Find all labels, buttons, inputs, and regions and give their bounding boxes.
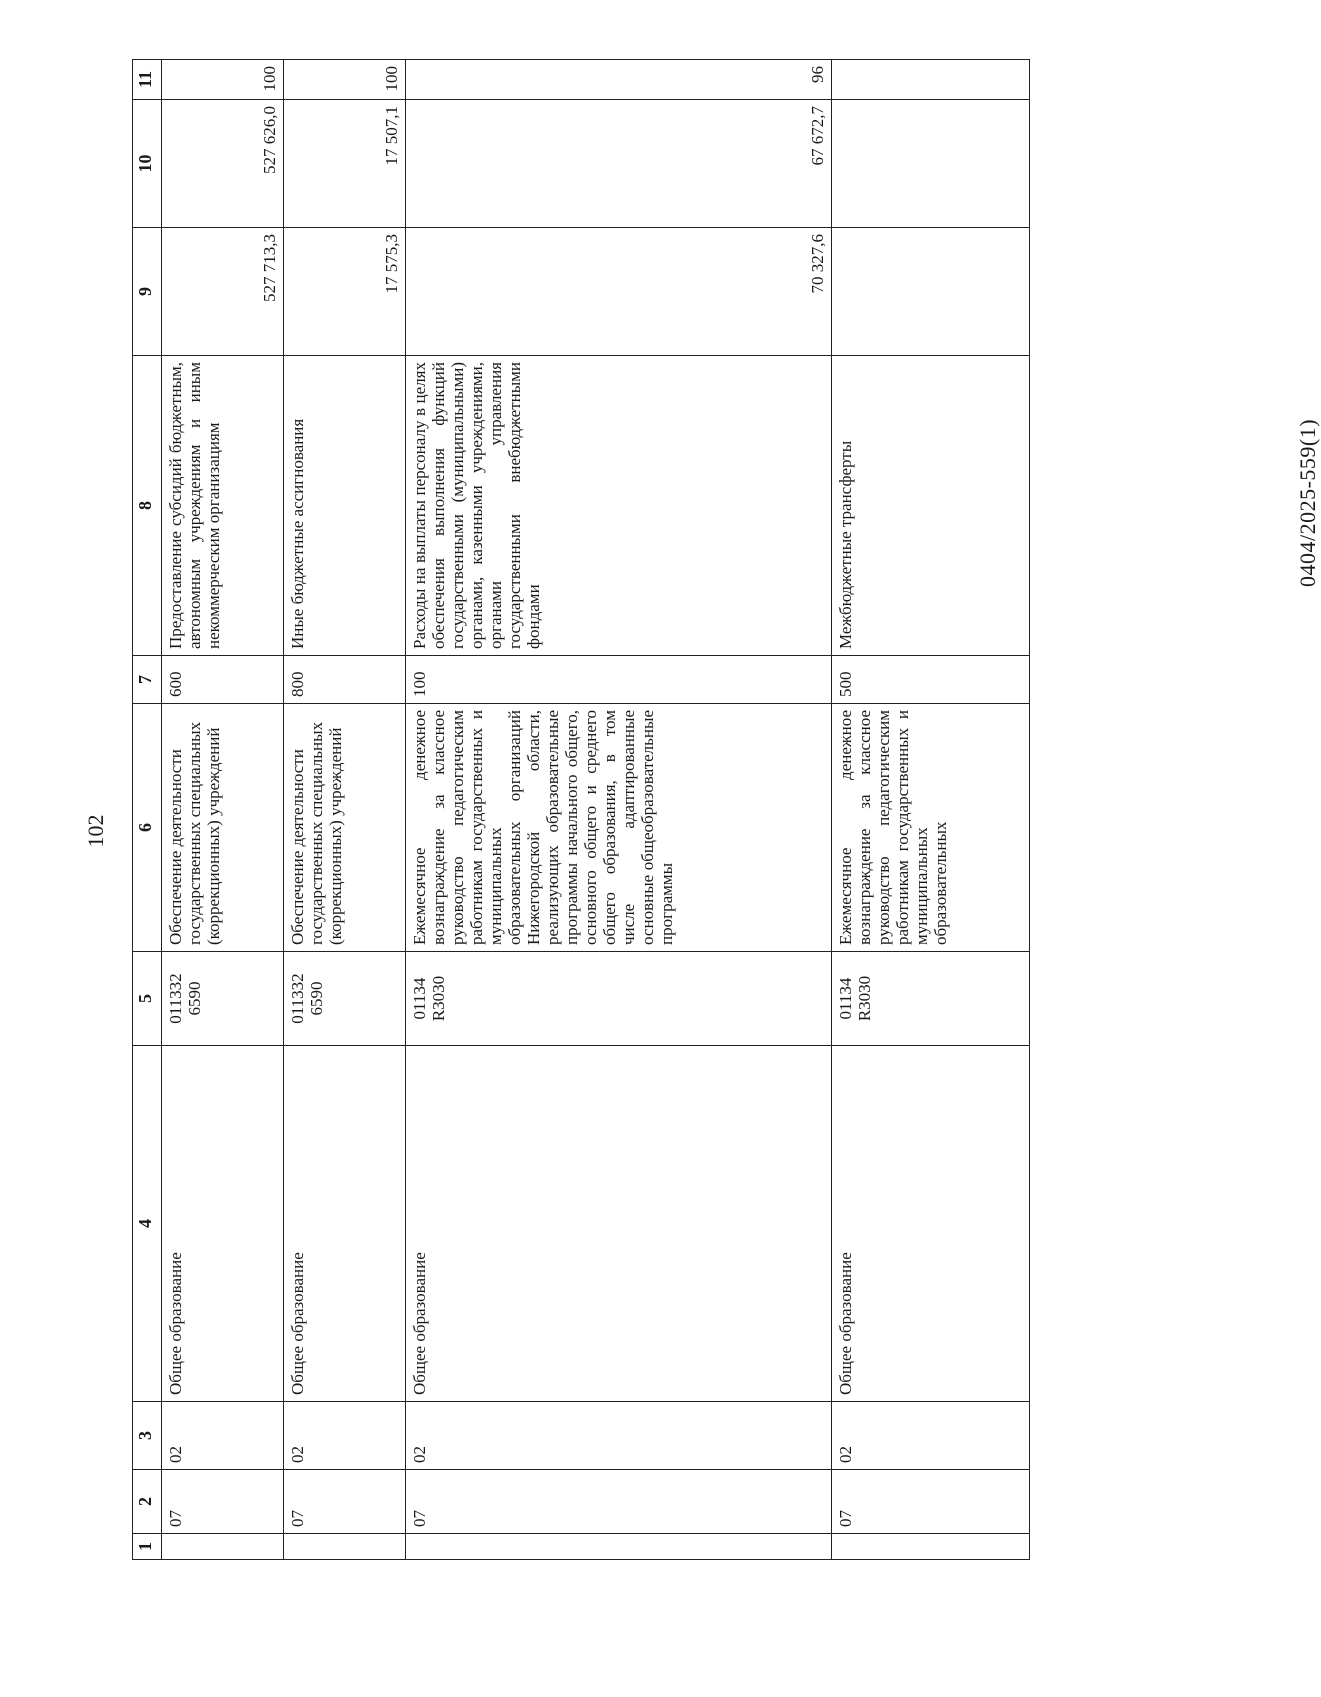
cell-name: Общее образование (832, 1046, 1030, 1402)
table-header-row (133, 60, 162, 1560)
cell-plan (832, 228, 1030, 356)
table-row (162, 60, 284, 1560)
column-header: 7 (133, 656, 162, 704)
cell-target-code: 01134 R3030 (406, 952, 832, 1046)
cell-target-code: 01134 R3030 (832, 952, 1030, 1046)
cell-target-name: Ежемесячное денежное вознаграждение за классное руководство педагогическим работникам государственных и муниципальных образовательных организаций Нижегородской области, реализующих образовательные программы начального общего, основного общего и среднего общего образования, в том числе адаптированные основные общеобразовательные программы (406, 704, 832, 952)
cell-col1 (406, 1534, 832, 1560)
cell-percent: 96 (406, 60, 832, 100)
cell-percent (832, 60, 1030, 100)
cell-expense-name: Межбюджетные трансферты (832, 356, 1030, 656)
cell-expense-type: 100 (406, 656, 832, 704)
cell-actual: 17 507,1 (284, 100, 406, 228)
column-header: 9 (133, 228, 162, 356)
column-header: 2 (133, 1470, 162, 1534)
cell-expense-name: Предоставление субсидий бюджетным, автономным учреждениям и иным некоммерческим организациям (162, 356, 284, 656)
cell-expense-name: Иные бюджетные ассигнования (284, 356, 406, 656)
column-header: 11 (133, 60, 162, 100)
cell-target-name: Обеспечение деятельности государственных специальных (коррекционных) учреждений (162, 704, 284, 952)
cell-plan: 17 575,3 (284, 228, 406, 356)
cell-actual (832, 100, 1030, 228)
cell-target-name: Ежемесячное денежное вознаграждение за классное руководство педагогическим работникам государственных и муниципальных образовательных (832, 704, 1030, 952)
cell-name: Общее образование (406, 1046, 832, 1402)
cell-expense-type: 800 (284, 656, 406, 704)
document-code: 0404/2025-559(1) (1295, 418, 1320, 588)
cell-section: 07 (284, 1470, 406, 1534)
cell-section: 07 (832, 1470, 1030, 1534)
cell-col1 (832, 1534, 1030, 1560)
cell-subsection: 02 (284, 1402, 406, 1470)
cell-section: 07 (406, 1470, 832, 1534)
cell-plan: 527 713,3 (162, 228, 284, 356)
cell-target-code: 011332 6590 (284, 952, 406, 1046)
column-header: 10 (133, 100, 162, 228)
cell-subsection: 02 (832, 1402, 1030, 1470)
cell-percent: 100 (284, 60, 406, 100)
cell-plan: 70 327,6 (406, 228, 832, 356)
cell-actual: 527 626,0 (162, 100, 284, 228)
cell-col1 (284, 1534, 406, 1560)
cell-section: 07 (162, 1470, 284, 1534)
cell-expense-name: Расходы на выплаты персоналу в целях обеспечения выполнения функций государственными (муниципальными) органами, казенными учреждениями, органами управления государственными внебюджетными фондами (406, 356, 832, 656)
column-header: 4 (133, 1046, 162, 1402)
page-number: 102 (83, 814, 108, 848)
cell-percent: 100 (162, 60, 284, 100)
cell-subsection: 02 (162, 1402, 284, 1470)
cell-expense-type: 600 (162, 656, 284, 704)
table-row (406, 60, 832, 1560)
column-header: 6 (133, 704, 162, 952)
cell-col1 (162, 1534, 284, 1560)
cell-name: Общее образование (284, 1046, 406, 1402)
cell-expense-type: 500 (832, 656, 1030, 704)
column-header: 8 (133, 356, 162, 656)
table-row (284, 60, 406, 1560)
budget-table (132, 59, 1030, 1560)
cell-target-code: 011332 6590 (162, 952, 284, 1046)
column-header: 3 (133, 1402, 162, 1470)
column-header: 5 (133, 952, 162, 1046)
column-header: 1 (133, 1534, 162, 1560)
cell-subsection: 02 (406, 1402, 832, 1470)
table-row (832, 60, 1030, 1560)
cell-name: Общее образование (162, 1046, 284, 1402)
cell-target-name: Обеспечение деятельности государственных специальных (коррекционных) учреждений (284, 704, 406, 952)
cell-actual: 67 672,7 (406, 100, 832, 228)
budget-table-container (132, 66, 1030, 1560)
